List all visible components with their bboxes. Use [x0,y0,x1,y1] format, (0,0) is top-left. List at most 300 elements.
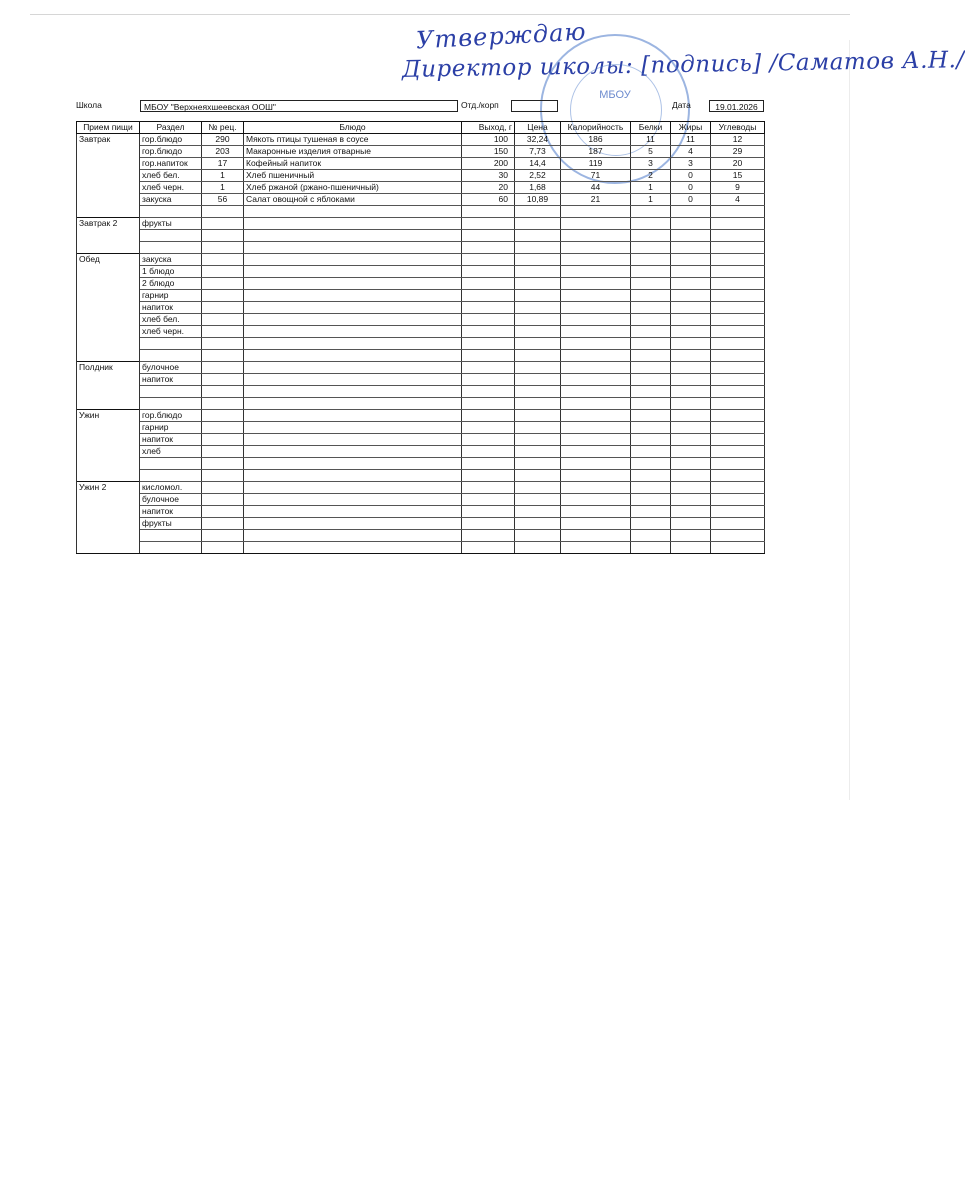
fat-cell [671,398,711,410]
fat-cell [671,422,711,434]
yield-cell [462,338,515,350]
protein-cell [631,218,671,230]
fat-cell: 3 [671,158,711,170]
dish-name-cell: Кофейный напиток [244,158,462,170]
section-cell: фрукты [140,518,202,530]
calories-cell [561,230,631,242]
dish-name-cell [244,326,462,338]
protein-cell: 5 [631,146,671,158]
price-cell [515,410,561,422]
carbs-cell [711,458,765,470]
calories-cell [561,350,631,362]
meal-name-cell: Обед [77,254,140,362]
fat-cell [671,494,711,506]
recipe-number-cell [202,218,244,230]
dish-name-cell: Макаронные изделия отварные [244,146,462,158]
price-cell [515,290,561,302]
column-header: Выход, г [462,122,515,134]
recipe-number-cell [202,446,244,458]
yield-cell [462,206,515,218]
protein-cell [631,458,671,470]
carbs-cell [711,386,765,398]
fat-cell [671,254,711,266]
fat-cell [671,362,711,374]
yield-cell [462,290,515,302]
section-cell: 1 блюдо [140,266,202,278]
column-header: Раздел [140,122,202,134]
calories-cell [561,542,631,554]
section-cell: гор.напиток [140,158,202,170]
price-cell [515,326,561,338]
section-cell: гарнир [140,422,202,434]
fat-cell [671,446,711,458]
carbs-cell [711,470,765,482]
protein-cell: 2 [631,170,671,182]
yield-cell [462,374,515,386]
recipe-number-cell [202,434,244,446]
protein-cell [631,362,671,374]
scan-edge-line [30,14,850,15]
table-row [77,446,765,458]
dish-name-cell [244,374,462,386]
price-cell [515,470,561,482]
calories-cell [561,494,631,506]
recipe-number-cell [202,458,244,470]
dish-name-cell [244,530,462,542]
protein-cell [631,518,671,530]
price-cell [515,302,561,314]
calories-cell [561,242,631,254]
yield-cell [462,518,515,530]
date-field: 19.01.2026 [709,100,764,112]
protein-cell [631,338,671,350]
fat-cell [671,230,711,242]
price-cell [515,506,561,518]
fat-cell: 0 [671,194,711,206]
carbs-cell [711,434,765,446]
yield-cell: 150 [462,146,515,158]
protein-cell [631,206,671,218]
table-row [77,194,765,206]
price-cell [515,530,561,542]
calories-cell [561,254,631,266]
scan-edge-line [849,40,850,800]
calories-cell [561,518,631,530]
protein-cell [631,530,671,542]
fat-cell [671,242,711,254]
fat-cell: 11 [671,134,711,146]
carbs-cell: 9 [711,182,765,194]
carbs-cell [711,290,765,302]
table-row [77,386,765,398]
calories-cell [561,458,631,470]
meal-name-cell: Завтрак 2 [77,218,140,254]
protein-cell [631,482,671,494]
yield-cell [462,458,515,470]
yield-cell [462,410,515,422]
column-header: Белки [631,122,671,134]
yield-cell [462,350,515,362]
calories-cell [561,338,631,350]
calories-cell [561,206,631,218]
price-cell: 10,89 [515,194,561,206]
calories-cell [561,446,631,458]
table-row [77,422,765,434]
meal-name-cell: Ужин 2 [77,482,140,554]
recipe-number-cell [202,338,244,350]
fat-cell [671,374,711,386]
school-label: Школа [76,100,102,110]
price-cell [515,446,561,458]
yield-cell: 20 [462,182,515,194]
calories-cell [561,410,631,422]
director-signature-line: Директор школы: [подпись] /Саматов А.Н./ [401,47,965,83]
carbs-cell [711,254,765,266]
dish-name-cell [244,494,462,506]
recipe-number-cell: 203 [202,146,244,158]
menu-body [77,134,765,554]
protein-cell: 3 [631,158,671,170]
table-row [77,206,765,218]
fat-cell [671,506,711,518]
calories-cell [561,530,631,542]
table-row [77,374,765,386]
table-row [77,134,765,146]
calories-cell [561,266,631,278]
fat-cell [671,386,711,398]
dish-name-cell [244,266,462,278]
table-row [77,362,765,374]
carbs-cell [711,482,765,494]
yield-cell: 30 [462,170,515,182]
recipe-number-cell [202,530,244,542]
dish-name-cell [244,254,462,266]
carbs-cell [711,266,765,278]
dish-name-cell [244,434,462,446]
protein-cell [631,542,671,554]
yield-cell [462,482,515,494]
table-row [77,338,765,350]
recipe-number-cell [202,266,244,278]
section-cell: гарнир [140,290,202,302]
recipe-number-cell: 1 [202,182,244,194]
price-cell [515,518,561,530]
recipe-number-cell [202,290,244,302]
calories-cell [561,506,631,518]
price-cell: 14,4 [515,158,561,170]
price-cell: 1,68 [515,182,561,194]
price-cell [515,434,561,446]
carbs-cell: 12 [711,134,765,146]
carbs-cell [711,506,765,518]
dish-name-cell [244,290,462,302]
dish-name-cell [244,542,462,554]
recipe-number-cell [202,206,244,218]
calories-cell [561,470,631,482]
table-row [77,470,765,482]
table-row [77,146,765,158]
calories-cell [561,290,631,302]
yield-cell: 60 [462,194,515,206]
dish-name-cell [244,206,462,218]
recipe-number-cell [202,242,244,254]
price-cell [515,218,561,230]
price-cell [515,350,561,362]
carbs-cell [711,410,765,422]
section-cell: напиток [140,302,202,314]
meal-name-cell: Завтрак [77,134,140,218]
calories-cell: 44 [561,182,631,194]
section-cell: гор.блюдо [140,410,202,422]
fat-cell [671,218,711,230]
protein-cell [631,314,671,326]
calories-cell [561,362,631,374]
section-cell [140,242,202,254]
fat-cell [671,278,711,290]
table-row [77,218,765,230]
dish-name-cell [244,446,462,458]
section-cell: фрукты [140,218,202,230]
meal-name-cell: Полдник [77,362,140,410]
price-cell [515,494,561,506]
section-cell [140,206,202,218]
dept-field [511,100,558,112]
meal-name-cell: Ужин [77,410,140,482]
carbs-cell [711,542,765,554]
protein-cell [631,506,671,518]
table-row [77,302,765,314]
protein-cell: 1 [631,182,671,194]
fat-cell [671,482,711,494]
table-row [77,158,765,170]
yield-cell [462,254,515,266]
protein-cell [631,422,671,434]
fat-cell: 0 [671,170,711,182]
table-row [77,350,765,362]
dept-label: Отд./корп [461,100,499,110]
protein-cell [631,398,671,410]
yield-cell [462,386,515,398]
price-cell [515,542,561,554]
price-cell [515,386,561,398]
price-cell [515,314,561,326]
section-cell: хлеб черн. [140,326,202,338]
column-header: Блюдо [244,122,462,134]
column-header: Жиры [671,122,711,134]
section-cell: хлеб бел. [140,314,202,326]
section-cell [140,458,202,470]
yield-cell [462,278,515,290]
section-cell: напиток [140,506,202,518]
dish-name-cell [244,410,462,422]
protein-cell [631,446,671,458]
section-cell [140,230,202,242]
section-cell: гор.блюдо [140,134,202,146]
dish-name-cell: Хлеб пшеничный [244,170,462,182]
dish-name-cell [244,350,462,362]
section-cell: кисломол. [140,482,202,494]
calories-cell [561,386,631,398]
dish-name-cell [244,506,462,518]
calories-cell: 71 [561,170,631,182]
yield-cell [462,302,515,314]
table-row [77,182,765,194]
calories-cell: 21 [561,194,631,206]
section-cell: закуска [140,254,202,266]
yield-cell [462,542,515,554]
carbs-cell [711,374,765,386]
section-cell [140,350,202,362]
carbs-cell [711,446,765,458]
table-row [77,254,765,266]
recipe-number-cell [202,374,244,386]
calories-cell: 119 [561,158,631,170]
carbs-cell: 29 [711,146,765,158]
yield-cell [462,266,515,278]
table-header-row [77,122,765,134]
price-cell [515,242,561,254]
carbs-cell [711,362,765,374]
yield-cell [462,362,515,374]
calories-cell [561,326,631,338]
recipe-number-cell [202,506,244,518]
protein-cell [631,350,671,362]
price-cell [515,398,561,410]
table-row [77,230,765,242]
recipe-number-cell: 1 [202,170,244,182]
column-header: Цена [515,122,561,134]
protein-cell [631,326,671,338]
yield-cell [462,530,515,542]
section-cell: гор.блюдо [140,146,202,158]
price-cell [515,266,561,278]
recipe-number-cell [202,398,244,410]
fat-cell [671,290,711,302]
dish-name-cell: Мякоть птицы тушеная в соусе [244,134,462,146]
dish-name-cell: Хлеб ржаной (ржано-пшеничный) [244,182,462,194]
fat-cell [671,350,711,362]
dish-name-cell [244,482,462,494]
stamp-center-text: МБОУ [599,89,631,101]
table-row [77,506,765,518]
table-row [77,542,765,554]
recipe-number-cell [202,302,244,314]
yield-cell [462,494,515,506]
date-label: Дата [672,100,691,110]
section-cell [140,470,202,482]
dish-name-cell [244,314,462,326]
fat-cell [671,302,711,314]
calories-cell [561,314,631,326]
recipe-number-cell [202,542,244,554]
dish-name-cell [244,338,462,350]
recipe-number-cell [202,278,244,290]
calories-cell [561,302,631,314]
yield-cell [462,422,515,434]
fat-cell [671,410,711,422]
calories-cell [561,482,631,494]
price-cell [515,458,561,470]
fat-cell: 0 [671,182,711,194]
calories-cell [561,422,631,434]
carbs-cell: 4 [711,194,765,206]
price-cell [515,230,561,242]
table-row [77,494,765,506]
recipe-number-cell: 290 [202,134,244,146]
column-header: Углеводы [711,122,765,134]
carbs-cell [711,314,765,326]
recipe-number-cell [202,314,244,326]
table-row [77,170,765,182]
recipe-number-cell [202,326,244,338]
section-cell [140,530,202,542]
section-cell: напиток [140,434,202,446]
table-row [77,530,765,542]
dish-name-cell [244,230,462,242]
table-row [77,266,765,278]
recipe-number-cell [202,386,244,398]
column-header: Прием пищи [77,122,140,134]
price-cell: 32,24 [515,134,561,146]
recipe-number-cell [202,230,244,242]
carbs-cell [711,218,765,230]
protein-cell [631,278,671,290]
table-row [77,458,765,470]
calories-cell: 187 [561,146,631,158]
recipe-number-cell [202,422,244,434]
table-row [77,482,765,494]
dish-name-cell [244,398,462,410]
protein-cell [631,290,671,302]
table-row [77,518,765,530]
carbs-cell: 15 [711,170,765,182]
dish-name-cell [244,458,462,470]
table-row [77,326,765,338]
calories-cell [561,434,631,446]
yield-cell [462,326,515,338]
protein-cell [631,386,671,398]
yield-cell: 100 [462,134,515,146]
calories-cell [561,374,631,386]
calories-cell: 186 [561,134,631,146]
price-cell [515,254,561,266]
table-row [77,434,765,446]
recipe-number-cell [202,518,244,530]
fat-cell [671,338,711,350]
section-cell: булочное [140,494,202,506]
carbs-cell [711,206,765,218]
approval-handwriting: Утверждаю [415,17,588,55]
section-cell [140,386,202,398]
yield-cell [462,506,515,518]
carbs-cell [711,278,765,290]
protein-cell [631,266,671,278]
section-cell: напиток [140,374,202,386]
carbs-cell [711,338,765,350]
table-row [77,398,765,410]
dish-name-cell [244,278,462,290]
fat-cell [671,326,711,338]
carbs-cell [711,422,765,434]
recipe-number-cell [202,350,244,362]
protein-cell [631,230,671,242]
section-cell: хлеб бел. [140,170,202,182]
recipe-number-cell [202,362,244,374]
price-cell [515,482,561,494]
fat-cell [671,434,711,446]
calories-cell [561,278,631,290]
school-name-field: МБОУ "Верхнеяхшеевская ООШ" [140,100,458,112]
